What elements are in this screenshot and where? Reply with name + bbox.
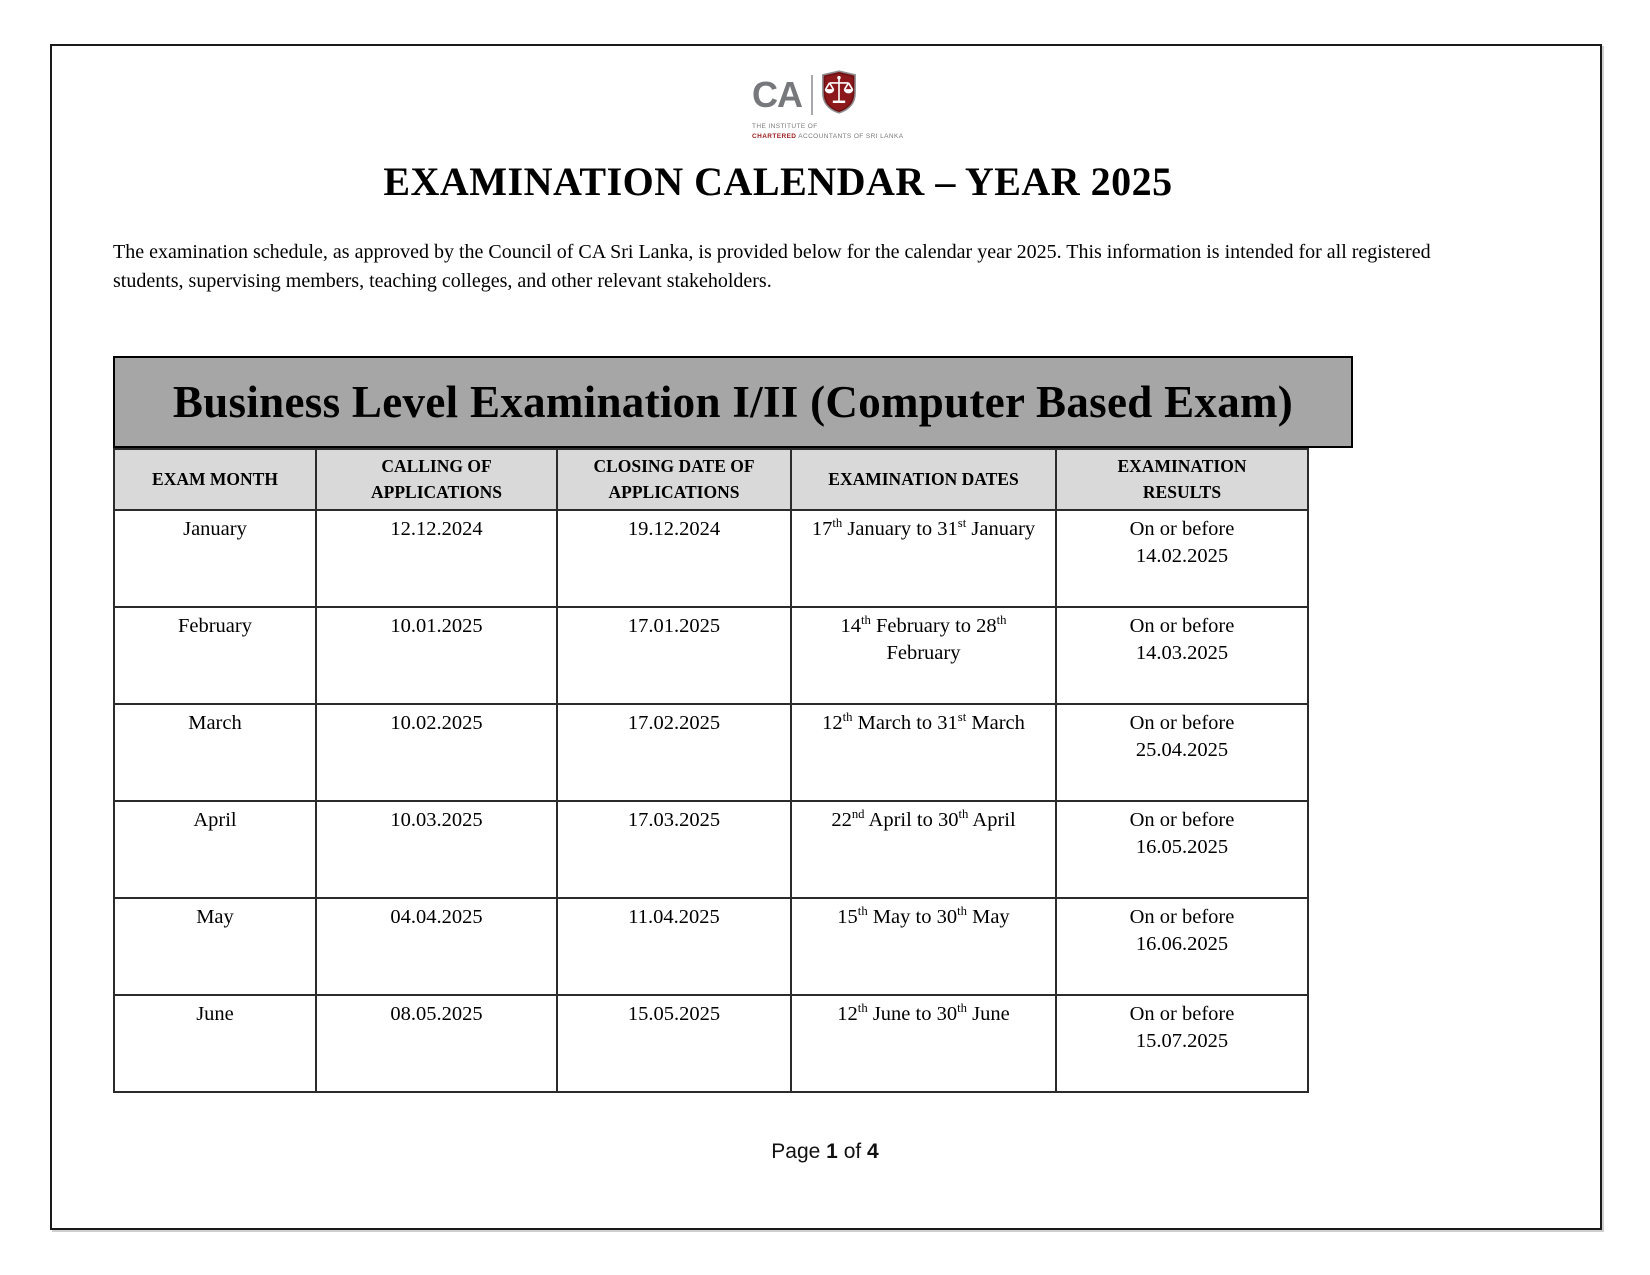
header-line: EXAMINATION DATES [828, 468, 1019, 489]
results-line1: On or before [1129, 906, 1235, 928]
results-line2: 14.02.2025 [1135, 545, 1229, 568]
institute-line1: THE INSTITUTE OF [752, 123, 818, 130]
results-line1: On or before [1129, 1003, 1235, 1025]
column-header-exam-dates [791, 449, 1056, 510]
closing-date-cell: 17.02.2025 [557, 704, 791, 801]
table-row-january [114, 510, 1308, 607]
shield-scales-icon [820, 70, 858, 119]
logo-row [752, 70, 903, 119]
header-line: EXAMINATION [1117, 456, 1247, 477]
results-line1: On or before [1129, 518, 1235, 540]
table-row-february [114, 607, 1308, 704]
header-line: RESULTS [1142, 481, 1222, 502]
exam-results-cell [1056, 801, 1308, 898]
exam-results-cell [1056, 510, 1308, 607]
exam-month-cell: January [114, 510, 316, 607]
page-title: EXAMINATION CALENDAR – YEAR 2025 [383, 159, 1173, 204]
exam-dates-cell: 12th June to 30th June [791, 995, 1056, 1092]
exam-calendar-table [113, 448, 1309, 1093]
exam-dates-cell: 12th March to 31st March [791, 704, 1056, 801]
header-line: EXAM MONTH [152, 468, 278, 489]
exam-results-cell [1056, 898, 1308, 995]
footer-page-label: Page [771, 1140, 821, 1163]
ca-sri-lanka-logo [752, 70, 903, 142]
footer-page-number: 1 [826, 1140, 838, 1163]
exam-level-banner: Business Level Examination I/II (Computer Based Exam) [113, 356, 1353, 448]
exam-month-cell: March [114, 704, 316, 801]
intro-paragraph: The examination schedule, as approved by the Council of CA Sri Lanka, is provided below for the calendar year 2025. This information is intended for all registered students, supervising members, teaching colleges, and other relevant stakeholders. [113, 241, 1431, 292]
page-footer [0, 1140, 1650, 1164]
exam-month-cell: February [114, 607, 316, 704]
footer-of-label: of [843, 1140, 862, 1163]
header-line: APPLICATIONS [371, 481, 502, 502]
table-row-june [114, 995, 1308, 1092]
calling-date-cell: 12.12.2024 [316, 510, 557, 607]
results-line1: On or before [1129, 809, 1235, 831]
institute-name [752, 122, 903, 142]
calling-date-cell: 04.04.2025 [316, 898, 557, 995]
exam-dates-cell: 17th January to 31st January [791, 510, 1056, 607]
closing-date-cell: 17.03.2025 [557, 801, 791, 898]
footer-total-pages: 4 [867, 1140, 879, 1163]
calling-date-cell: 10.02.2025 [316, 704, 557, 801]
calling-date-cell: 10.01.2025 [316, 607, 557, 704]
exam-results-cell [1056, 995, 1308, 1092]
calling-date-cell: 08.05.2025 [316, 995, 557, 1092]
institute-chartered-text: CHARTERED [752, 132, 797, 140]
closing-date-cell: 11.04.2025 [557, 898, 791, 995]
institute-line2 [752, 132, 903, 142]
results-line2: 15.07.2025 [1135, 1030, 1229, 1053]
column-header-exam-month [114, 449, 316, 510]
exam-dates-cell: 14th February to 28th February [791, 607, 1056, 704]
institute-rest-text: ACCOUNTANTS OF SRI LANKA [796, 132, 904, 140]
header-line: CLOSING DATE OF [593, 456, 755, 477]
column-header-calling [316, 449, 557, 510]
exam-results-cell [1056, 607, 1308, 704]
header-line: APPLICATIONS [608, 481, 740, 502]
table-header-row [114, 449, 1308, 510]
column-header-closing [557, 449, 791, 510]
exam-dates-cell: 15th May to 30th May [791, 898, 1056, 995]
exam-dates-cell: 22nd April to 30th April [791, 801, 1056, 898]
ca-logo-text: CA [752, 73, 802, 115]
results-line2: 14.03.2025 [1135, 642, 1229, 665]
column-header-results [1056, 449, 1308, 510]
logo-divider [811, 75, 813, 115]
results-line1: On or before [1129, 712, 1235, 734]
results-line1: On or before [1129, 615, 1235, 637]
results-line2: 16.05.2025 [1135, 836, 1229, 859]
table-row-may [114, 898, 1308, 995]
exam-month-cell: May [114, 898, 316, 995]
header-line: CALLING OF [381, 456, 492, 477]
exam-month-cell: June [114, 995, 316, 1092]
results-line2: 16.06.2025 [1135, 933, 1229, 956]
table-row-march [114, 704, 1308, 801]
table-row-april [114, 801, 1308, 898]
results-line2: 25.04.2025 [1135, 739, 1229, 762]
closing-date-cell: 17.01.2025 [557, 607, 791, 704]
closing-date-cell: 15.05.2025 [557, 995, 791, 1092]
exam-results-cell [1056, 704, 1308, 801]
calling-date-cell: 10.03.2025 [316, 801, 557, 898]
exam-month-cell: April [114, 801, 316, 898]
closing-date-cell: 19.12.2024 [557, 510, 791, 607]
